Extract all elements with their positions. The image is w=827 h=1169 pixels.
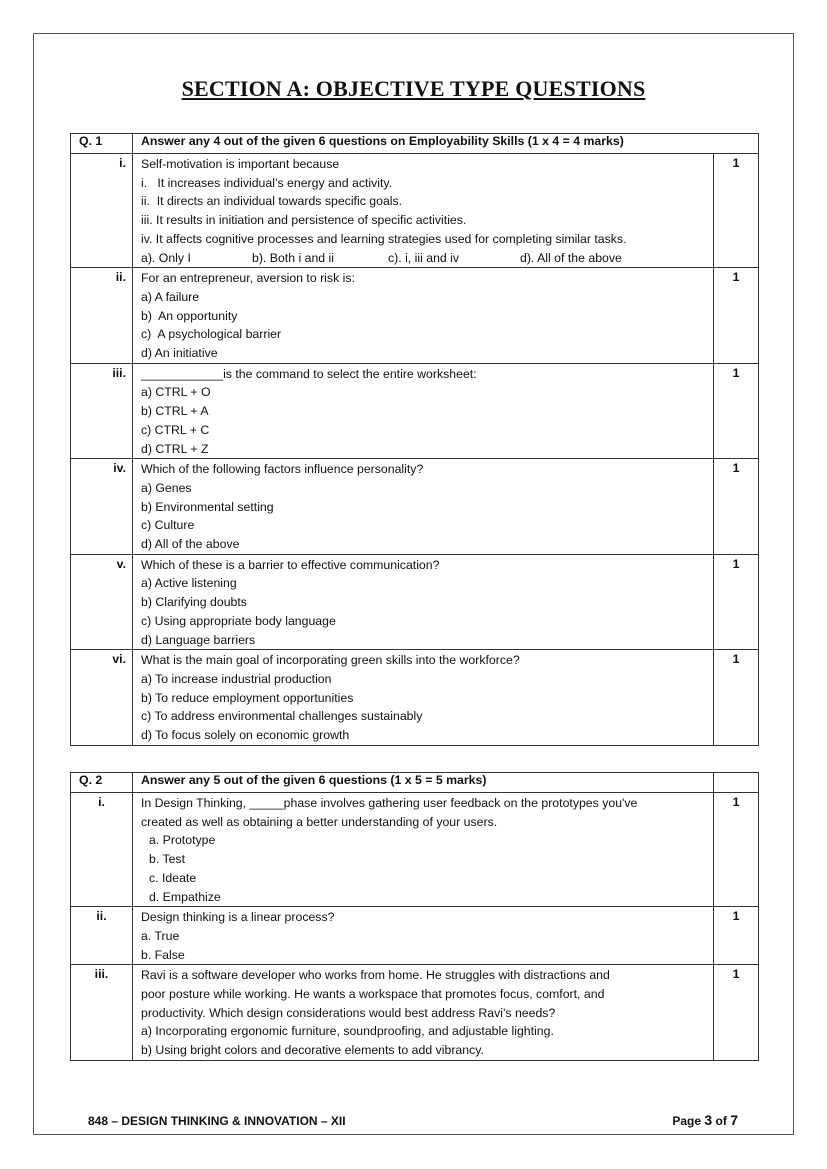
page-prefix: Page [672,1114,702,1128]
footer-page-number [672,1112,738,1128]
question-body [133,154,714,268]
footer-course: 848 – DESIGN THINKING & INNOVATION – XII [88,1114,346,1128]
option: a). Only I [141,250,191,265]
question-text: Which of these is a barrier to effective communication? [141,557,440,572]
marks: 1 [714,793,759,907]
question-number: iv. [71,459,133,555]
question-row [71,268,759,364]
question-row [71,459,759,555]
question-row [71,793,759,907]
section-title: SECTION A: OBJECTIVE TYPE QUESTIONS [181,76,646,101]
option: a) Incorporating ergonomic furniture, soundproofing, and adjustable lighting. [141,1024,554,1039]
statement: i. It increases individual’s energy and activity. [141,175,393,190]
option: a. True [141,928,180,943]
question-number: iii. [71,363,133,459]
question-text: What is the main goal of incorporating green skills into the workforce? [141,653,520,668]
question-text: Design thinking is a linear process? [141,910,335,925]
marks: 1 [714,154,759,268]
statement: ii. It directs an individual towards specific goals. [141,194,403,209]
marks: 1 [714,650,759,746]
q2-label: Q. 2 [71,773,133,793]
question-body [133,907,714,965]
option: b). Both i and ii [252,250,335,265]
question-body [133,459,714,555]
statement: iv. It affects cognitive processes and learning strategies used for completing similar tasks. [141,231,627,246]
question-number: ii. [71,907,133,965]
marks: 1 [714,907,759,965]
q2-header-blank [714,773,759,793]
question-number: iii. [71,965,133,1061]
option: a) Active listening [141,576,237,591]
option: d). All of the above [520,250,622,265]
option: c) Using appropriate body language [141,613,336,628]
option: b. False [141,947,185,962]
option: c. Ideate [149,870,197,885]
option: d) All of the above [141,537,240,552]
question-row [71,965,759,1061]
marks: 1 [714,459,759,555]
question-number: ii. [71,268,133,364]
question-row [71,363,759,459]
page-of: of [715,1114,727,1128]
question-number: vi. [71,650,133,746]
question-number: i. [71,154,133,268]
question-body [133,650,714,746]
option: c) Culture [141,518,195,533]
question-text: ____________is the command to select the entire worksheet: [141,366,477,381]
question-row [71,154,759,268]
option: c) CTRL + C [141,422,210,437]
question-number: v. [71,554,133,650]
option: b. Test [149,852,186,867]
page-total: 7 [730,1112,738,1128]
question-text: For an entrepreneur, aversion to risk is: [141,271,355,286]
option: c). i, iii and iv [388,250,460,265]
option: b) To reduce employment opportunities [141,690,354,705]
question-row [71,907,759,965]
question-text: In Design Thinking, _____phase involves gathering user feedback on the prototypes you've [141,796,638,810]
question-body [133,793,714,907]
question-row [71,554,759,650]
statement: iii. It results in initiation and persistence of specific activities. [141,213,467,228]
option: b) An opportunity [141,308,238,323]
question-body [133,965,714,1061]
question-text: Ravi is a software developer who works from home. He struggles with distractions and [141,968,610,983]
option: a) Genes [141,480,192,495]
question-text: productivity. Which design considerations would best address Ravi's needs? [141,1005,556,1020]
question-text: poor posture while working. He wants a workspace that promotes focus, comfort, and [141,987,605,1002]
option: d) Language barriers [141,632,256,647]
option: b) Environmental setting [141,499,274,514]
q2-instruction: Answer any 5 out of the given 6 questions (1 x 5 = 5 marks) [133,773,714,793]
option: b) Using bright colors and decorative elements to add vibrancy. [141,1043,484,1058]
option: c) To address environmental challenges sustainably [141,709,423,724]
page-current: 3 [704,1112,713,1128]
option: a. Prototype [149,833,216,848]
option: d) An initiative [141,346,218,361]
question-number: i. [71,793,133,907]
question-body [133,363,714,459]
option: d) CTRL + Z [141,441,209,456]
marks: 1 [714,965,759,1061]
question-body [133,268,714,364]
option: a) To increase industrial production [141,671,332,686]
q1-label: Q. 1 [71,134,133,154]
option: a) A failure [141,289,200,304]
question-text: Which of the following factors influence personality? [141,462,424,477]
q1-instruction: Answer any 4 out of the given 6 questions on Employability Skills (1 x 4 = 4 marks) [133,134,759,154]
question-row [71,650,759,746]
q2-table [70,772,759,1061]
q1-table [70,133,759,746]
option: b) Clarifying doubts [141,595,247,610]
q2-header-row [71,773,759,793]
question-text: created as well as obtaining a better understanding of your users. [141,814,498,829]
option: d. Empathize [149,889,221,904]
question-text: Self-motivation is important because [141,157,340,171]
marks: 1 [714,363,759,459]
marks: 1 [714,268,759,364]
option: c) A psychological barrier [141,327,282,342]
option-line [141,249,707,268]
option: a) CTRL + O [141,385,211,400]
q1-header-row [71,134,759,154]
option: d) To focus solely on economic growth [141,728,350,743]
option: b) CTRL + A [141,404,209,419]
marks: 1 [714,554,759,650]
question-body [133,554,714,650]
